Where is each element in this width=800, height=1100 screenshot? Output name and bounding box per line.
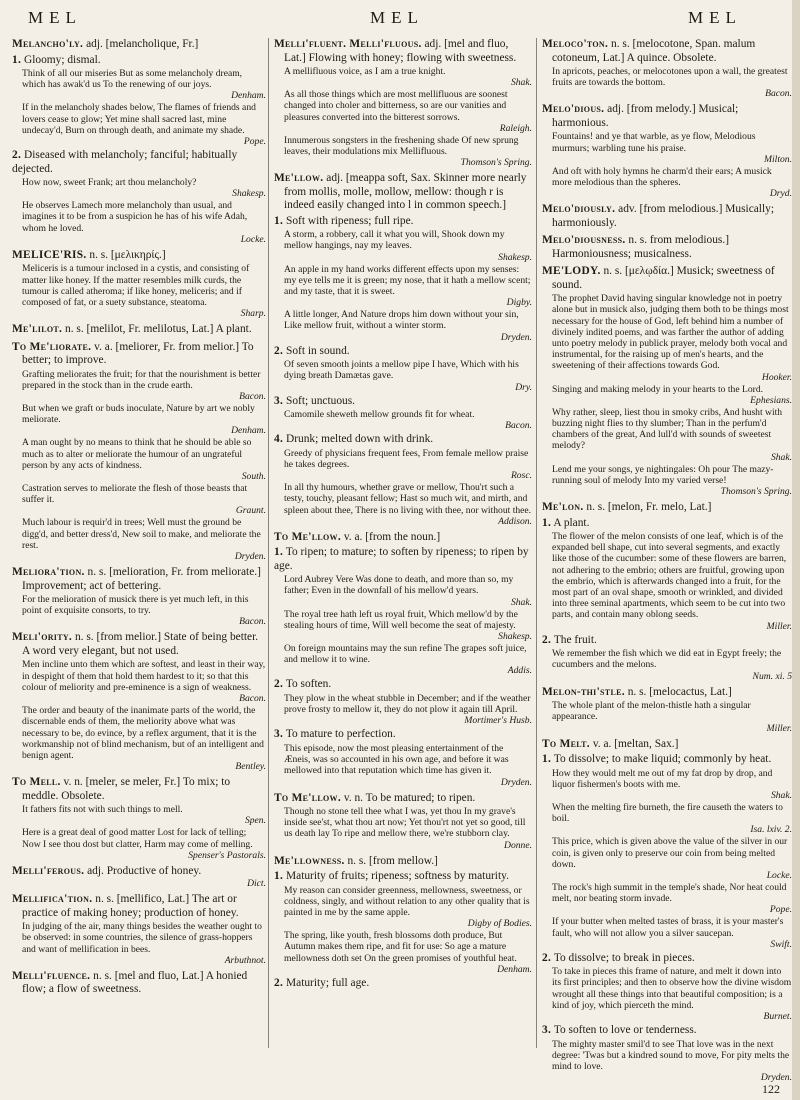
dictionary-entry — [542, 38, 792, 99]
quotation: The prophet David having singular knowledge not in poetry alone but in musick also, judging them both to be things most necessary for the house of God, left behind him a number of divinely indited poems, and was farther the author of adding unto poetry melody in publick prayer, melody both vocal and instrumental, for the raising up of men's hearts, and the sweetening of their affections towards God. — [552, 293, 789, 372]
entry-headword: Melo'diousness. — [542, 234, 626, 247]
dictionary-entry — [274, 792, 532, 851]
entry-headword: Me'llowness. — [274, 854, 345, 867]
entry-gloss: v. a. [meltan, Sax.] — [592, 737, 679, 750]
dictionary-entry — [274, 172, 532, 527]
citation: Locke. — [240, 233, 266, 245]
entry-headword: Melli'fluence. — [12, 969, 91, 982]
entry-gloss: adj. [from melody.] Musical; harmonious. — [552, 103, 739, 129]
entry-headword: To Me'liorate. — [12, 340, 92, 353]
citation: Spen. — [244, 815, 266, 827]
sense-line — [542, 952, 792, 966]
sense-line — [12, 54, 266, 68]
citation: Bacon. — [239, 616, 266, 628]
sense-text: A plant. — [553, 516, 590, 529]
sense-number: 1. — [274, 546, 284, 559]
citation: Dryden. — [500, 331, 532, 343]
sense-text: Gloomy; dismal. — [24, 53, 101, 66]
header-middle: MEL — [370, 8, 424, 27]
entry-definition — [12, 323, 266, 337]
quotation: The flower of the melon consists of one leaf, which is of the expanded bell shape, cut into several segments, and exactly like those of the cucumber: some of these flowers are barren, not adhering to the embrio; others are fruitful, growing upon the embrio, which is afterwards changed into a fruit, for the most part of an oval shape, smooth or wrinkled, and divided into three seminal apartments, which seem to be cut into two parts, and contain many oblong seeds. — [552, 531, 787, 621]
quotation: To take in pieces this frame of nature, and melt it down into its first principles; and then to observe how the divine wisdom wrought all these things into that beautiful composition; is a kind of joy, which pierceth the mind. — [552, 966, 792, 1011]
entry-headword: ME'LODY. — [542, 265, 601, 278]
quotation: The rock's high summit in the temple's shade, Nor heat could melt, nor beating storm invade. — [552, 881, 787, 905]
citation: Shak. — [770, 451, 792, 463]
entry-headword: Meli'ority. — [12, 631, 73, 644]
sense-line — [274, 870, 532, 884]
sense-line — [12, 149, 266, 176]
dictionary-entry — [12, 38, 266, 245]
quotation: Lend me your songs, ye nightingales: Oh pour The mazy-running soul of melody Into my varied verse! — [552, 463, 774, 486]
sense-number: 3. — [274, 394, 284, 407]
citation: Digby. — [506, 297, 532, 309]
page-edge — [792, 0, 800, 1100]
column-right — [542, 38, 792, 1084]
dictionary-entry — [12, 865, 266, 890]
citation: Dryden. — [234, 551, 266, 563]
sense-text: To dissolve; to make liquid; commonly by heat. — [553, 753, 772, 765]
dictionary-entry — [542, 686, 792, 734]
quotation: On foreign mountains may the sun refine The grapes soft juice, and mellow it to wine. — [284, 643, 527, 666]
citation: Mortimer's Husb. — [464, 715, 532, 727]
dictionary-entry — [12, 323, 266, 337]
dictionary-entry — [542, 203, 792, 230]
column-middle — [274, 38, 532, 1068]
entry-gloss: v. a. [meliorer, Fr. from melior.] To better; to improve. — [22, 340, 254, 367]
quotation: Though no stone tell thee what I was, yet thou In my grave's inside see'st, what thou art now; Yet thou'rt not yet so good, till us death lay To ripe and mellow there, we're stubborn clay. — [284, 806, 526, 840]
citation: Bacon. — [239, 391, 266, 403]
citation: Dryden. — [760, 1072, 792, 1084]
entry-headword: Meloco'ton. — [542, 38, 609, 50]
sense-number: 3. — [274, 728, 284, 741]
citation: Spenser's Pastorals. — [188, 849, 266, 861]
citation: Graunt. — [235, 505, 266, 517]
entry-definition — [274, 172, 532, 213]
sense-text: To dissolve; to break in pieces. — [553, 951, 695, 964]
entry-definition — [274, 792, 532, 806]
entry-headword: To Mell. — [12, 776, 61, 789]
sense-number: 1. — [542, 516, 552, 529]
citation: Miller. — [766, 620, 792, 632]
citation: Bacon. — [765, 88, 792, 100]
entry-definition — [542, 234, 792, 261]
sense-number: 2. — [542, 633, 552, 646]
citation: Rosc. — [510, 470, 532, 482]
citation: Swift. — [770, 938, 792, 950]
sense-line — [274, 395, 532, 409]
quotation: We remember the fish which we did eat in Egypt freely; the cucumbers and the melons. — [552, 648, 782, 671]
dictionary-entry — [542, 738, 792, 1084]
quotation: For the melioration of musick there is yet much left, in this point of exquisite consorts, to try. — [22, 594, 249, 617]
sense-text: The fruit. — [553, 633, 597, 646]
quotation: A man ought by no means to think that he should be able so much as to alter or meliorate the humour of an ungrateful person by any acts of kindness. — [22, 437, 252, 471]
entry-gloss: n. s. [mellifico, Lat.] The art or practice of making honey; production of honey. — [22, 893, 239, 919]
column-left — [12, 38, 266, 1068]
quotation: Think of all our miseries But as some melancholy dream, which has awak'd us To the renewing of our joys. — [22, 68, 243, 91]
sense-number: 1. — [274, 870, 284, 883]
entry-definition — [274, 531, 532, 545]
entry-headword: Meliora'tion. — [12, 566, 85, 579]
entry-definition — [12, 249, 266, 263]
header-right: MEL — [688, 8, 742, 27]
citation: Dry. — [515, 381, 532, 393]
entry-definition — [12, 38, 266, 52]
dictionary-entry — [542, 234, 792, 261]
entry-gloss: adj. [meappa soft, Sax. Skinner more nearly from mollis, molle, mollow, mellow: though r is indeed easily changed into l in common speech.] — [284, 172, 527, 212]
sense-text: To soften. — [285, 678, 332, 691]
citation: Digby of Bodies. — [467, 918, 532, 930]
entry-gloss: adj. Productive of honey. — [87, 864, 202, 877]
running-header — [0, 8, 800, 30]
quotation: The mighty master smil'd to see That love was in the next degree: 'Twas but a kindred sound to move, For pity melts the mind to love. — [552, 1038, 790, 1072]
entry-definition — [542, 738, 792, 752]
entry-definition — [274, 855, 532, 869]
dictionary-entry — [274, 531, 532, 788]
quotation: In apricots, peaches, or melocotones upon a wall, the greatest fruits are towards the bottom. — [552, 66, 788, 89]
entry-headword: Melon-thi'stle. — [542, 685, 625, 698]
sense-line — [274, 728, 532, 742]
quotation: The whole plant of the melon-thistle hath a singular appearance. — [552, 700, 751, 723]
entry-gloss: n. s. [melocactus, Lat.] — [627, 685, 732, 698]
sense-text: Drunk; melted down with drink. — [286, 433, 434, 446]
entry-gloss: n. s. [from mellow.] — [347, 854, 438, 867]
page-number: 122 — [762, 1082, 780, 1096]
quotation: The royal tree hath left us royal fruit, Which mellow'd by the stealing hours of time, Will well become the seat of majesty. — [284, 608, 518, 631]
citation: South. — [241, 471, 266, 483]
dictionary-entry — [542, 501, 792, 682]
sense-line — [274, 433, 532, 447]
entry-definition — [12, 631, 266, 658]
citation: Bacon. — [505, 420, 532, 432]
entry-headword: MELICE'RIS. — [12, 248, 87, 261]
citation: Milton. — [764, 153, 792, 165]
sense-number: 3. — [542, 1024, 552, 1037]
quotation: How now, sweet Frank; art thou melancholy? — [22, 177, 197, 189]
quotation: As all those things which are most mellifluous are soonest changed into choler and bitterness, so are our vanities and pleasures converted into the bitterest sorrows. — [284, 89, 508, 123]
citation: Shak. — [510, 596, 532, 608]
citation: Denham. — [231, 90, 266, 102]
citation: Arbuthnot. — [224, 954, 266, 966]
dictionary-entry — [12, 776, 266, 861]
dictionary-entry — [274, 855, 532, 991]
dictionary-entry — [12, 341, 266, 562]
citation: Denham. — [231, 425, 266, 437]
quotation: A storm, a robbery, call it what you will, Shook down my mellow hangings, nay my leaves. — [284, 229, 505, 252]
citation: Shak. — [510, 77, 532, 89]
citation: Shak. — [770, 789, 792, 801]
citation: Sharp. — [240, 308, 266, 320]
quotation: And oft with holy hymns he charm'd their ears; A musick more melodious than the spheres. — [552, 165, 772, 189]
citation: Bentley. — [235, 761, 266, 773]
quotation: Why rather, sleep, liest thou in smoky cribs, And husht with buzzing night flies to thy slumber; Than in the perfum'd chambers of the great, And lull'd with sounds of sweetest melody? — [552, 406, 783, 452]
citation: Shakesp. — [232, 188, 266, 200]
sense-number: 1. — [542, 753, 552, 765]
citation: Shakesp. — [498, 251, 532, 263]
entry-definition — [274, 38, 532, 65]
sense-line — [542, 634, 792, 648]
sense-text: Soft in sound. — [286, 344, 350, 357]
citation: Addison. — [498, 515, 532, 527]
sense-line — [542, 1024, 792, 1038]
entry-headword: To Me'llow. — [274, 530, 341, 543]
quotation: Lord Aubrey Vere Was done to death, and more than so, my father; Even in the downfall of his mellow'd years. — [284, 574, 514, 597]
entry-gloss: adj. [melancholique, Fr.] — [86, 38, 199, 50]
sense-text: Soft with ripeness; full ripe. — [286, 214, 414, 227]
column-divider — [268, 38, 269, 1048]
entry-gloss: v. n. [meler, se meler, Fr.] To mix; to meddle. Obsolete. — [22, 776, 231, 802]
citation: Miller. — [766, 722, 792, 734]
citation: Num. xi. 5 — [752, 670, 792, 682]
citation: Pope. — [243, 136, 266, 148]
entry-headword: To Melt. — [542, 737, 590, 750]
sense-number: 2. — [542, 951, 552, 964]
entry-headword: Mellifica'tion. — [12, 893, 93, 906]
citation: Dryd. — [769, 188, 792, 200]
entry-gloss: n. s. [melon, Fr. melo, Lat.] — [586, 501, 712, 514]
entry-gloss: n. s. [melocotone, Span. malum cotoneum, Lat.] A quince. Obsolete. — [552, 38, 756, 64]
entry-headword: To Me'llow. — [274, 791, 341, 804]
sense-number: 2. — [274, 344, 284, 357]
entry-headword: Melli'fluent. Melli'fluous. — [274, 38, 422, 50]
sense-number: 2. — [274, 678, 284, 691]
sense-line — [274, 678, 532, 692]
quotation: But when we graft or buds inoculate, Nature by art we nobly meliorate. — [22, 403, 255, 426]
entry-headword: Melli'ferous. — [12, 864, 85, 877]
citation: Bacon. — [239, 693, 266, 705]
sense-number: 4. — [274, 433, 284, 446]
sense-text: To soften to love or tenderness. — [553, 1024, 697, 1037]
entry-gloss: adv. [from melodious.] Musically; harmoniously. — [552, 203, 774, 229]
entry-headword: Me'lilot. — [12, 323, 63, 336]
sense-text: To ripen; to mature; to soften by ripeness; to ripen by age. — [274, 546, 529, 572]
dictionary-entry — [542, 103, 792, 199]
dictionary-entry — [274, 38, 532, 168]
sense-text: To mature to perfection. — [285, 728, 396, 741]
sense-number: 2. — [274, 976, 284, 989]
entry-gloss: adj. [mel and fluo, Lat.] Flowing with honey; flowing with sweetness. — [284, 38, 517, 64]
dictionary-entry — [12, 970, 266, 997]
quotation: Here is a great deal of good matter Lost for lack of telling; Now I see thou dost but clatter, Harm may come of melling. — [22, 827, 253, 850]
citation: Isa. lxiv. 2. — [750, 824, 792, 836]
entry-gloss: v. n. To be matured; to ripen. — [343, 791, 476, 804]
entry-definition — [12, 970, 266, 997]
entry-definition — [12, 776, 266, 803]
quotation: A mellifluous voice, as I am a true knight. — [284, 66, 446, 77]
quotation: Innumerous songsters in the freshening shade Of new sprung leaves, their modulations mix Mellifluous. — [284, 134, 519, 158]
entry-gloss: n. s. [μελικηρίς.] — [89, 248, 166, 261]
quotation: Of seven smooth joints a mellow pipe I have, Which with his dying breath Damætas gave. — [284, 359, 519, 382]
citation: Thomson's Spring. — [460, 157, 532, 169]
citation: Shakesp. — [498, 631, 532, 643]
quotation: They plow in the wheat stubble in December; and if the weather prove frosty to mellow it, they do not plow it again till April. — [284, 692, 531, 716]
quotation: Castration serves to meliorate the flesh of those beasts that suffer it. — [22, 483, 248, 506]
quotation: Grafting meliorates the fruit; for that the nourishment is better prepared in the stock than in the crude earth. — [22, 368, 261, 391]
citation: Addis. — [507, 665, 532, 677]
entry-gloss: n. s. [mel and fluo, Lat.] A honied flow; a flow of sweetness. — [22, 969, 248, 996]
entry-headword: Melo'diously. — [542, 203, 616, 216]
quotation: It fathers fits not with such things to mell. — [22, 804, 183, 816]
dictionary-entry — [12, 631, 266, 772]
quotation: Greedy of physicians frequent fees, From female mellow praise he takes degrees. — [284, 447, 529, 470]
entry-gloss: n. s. [μελῳδία.] Musick; sweetness of sound. — [552, 265, 775, 291]
entry-definition — [542, 203, 792, 230]
sense-text: Soft; unctuous. — [286, 394, 355, 407]
entry-gloss: n. s. [from melior.] State of being better. A word very elegant, but not used. — [22, 631, 259, 657]
header-left: MEL — [28, 8, 82, 27]
dictionary-entry — [12, 893, 266, 966]
citation: Thomson's Spring. — [720, 486, 792, 498]
citation: Burnet. — [763, 1011, 792, 1023]
entry-definition — [12, 865, 266, 879]
entry-definition — [542, 501, 792, 515]
sense-text: Maturity; full age. — [286, 976, 370, 989]
entry-headword: Me'llow. — [274, 172, 324, 185]
quotation: In judging of the air, many things besides the weather ought to be observed: in some countries, the silence of grass-hoppers and want of mellification in bees. — [22, 921, 262, 955]
quotation: The spring, like youth, fresh blossoms doth produce, But Autumn makes them ripe, and fit for use: So age a mature mellowness doth set On the green promises of youthful heat. — [284, 930, 517, 964]
entry-gloss: n. s. from melodious.] Harmoniousness; musicalness. — [552, 234, 729, 260]
sense-text: Maturity of fruits; ripeness; softness by maturity. — [286, 870, 509, 883]
entry-definition — [542, 686, 792, 700]
sense-number: 1. — [274, 214, 284, 227]
quotation: My reason can consider greenness, mellowness, sweetness, or coldness, singly, and without relation to any other quality that is painted in me by the same apple. — [284, 884, 530, 919]
sense-line — [274, 345, 532, 359]
quotation: He observes Lamech more melancholy than usual, and imagines it to be from a suspicion he has of his wife Adah, whom he loved. — [22, 200, 248, 234]
quotation: If in the melancholy shades below, The flames of friends and lovers cease to glow; Yet mine shall sacred last, mine undecay'd, Burn on through death, and animate my shade. — [22, 102, 256, 136]
sense-text: Diseased with melancholy; fanciful; habitually dejected. — [12, 149, 238, 175]
citation: Raleigh. — [499, 122, 532, 134]
entry-definition — [542, 265, 792, 292]
quotation: This price, which is given above the value of the silver in our coin, is given only to preserve our coin from being melted down. — [552, 836, 788, 870]
citation: Dryden. — [500, 776, 532, 788]
citation: Dict. — [247, 878, 266, 890]
quotation: When the melting fire burneth, the fire causeth the waters to boil. — [552, 801, 783, 825]
sense-line — [274, 546, 532, 573]
quotation: If your butter when melted tastes of brass, it is your master's fault, who will not allow you a silver saucepan. — [552, 916, 784, 939]
entry-definition — [12, 566, 266, 593]
dictionary-entry — [12, 566, 266, 627]
quotation: The order and beauty of the inanimate parts of the world, the discernable ends of them, the meliority above what was necessary to be, do evince, by a reflex argument, that it is the workmanship not of blind mechanism, but of an intelligent and benign agent. — [22, 705, 264, 761]
sense-line — [274, 977, 532, 991]
quotation: An apple in my hand works different effects upon my senses: my eye tells me it is green; my nose, that it hath a mellow scent; and my taste, that it is sweet. — [284, 263, 531, 298]
sense-line — [542, 753, 792, 767]
entry-headword: Me'lon. — [542, 501, 584, 514]
citation: Denham. — [497, 963, 532, 975]
entry-definition — [12, 341, 266, 368]
citation: Ephesians. — [750, 394, 792, 406]
quotation: How they would melt me out of my fat drop by drop, and liquor fishermen's boots with me. — [552, 767, 773, 790]
quotation: Fountains! and ye that warble, as ye flow, Melodious murmurs; warbling tune his praise. — [552, 131, 756, 154]
entry-headword: Melo'dious. — [542, 103, 605, 116]
quotation: Much labour is requir'd in trees; Well must the ground be digg'd, and better dress'd, New soil to make, and meliorate the rest. — [22, 517, 261, 551]
quotation: This episode, now the most pleasing entertainment of the Æneis, was so accounted in his own age, and before it was mellowed into that reputation which time has given it. — [284, 742, 509, 777]
sense-number: 1. — [12, 53, 22, 66]
quotation: A little longer, And Nature drops him down without your sin, Like mellow fruit, without a winter storm. — [284, 309, 519, 332]
entry-gloss: n. s. [melilot, Fr. melilotus, Lat.] A plant. — [65, 323, 252, 336]
sense-number: 2. — [12, 149, 22, 162]
column-divider — [536, 38, 537, 1048]
citation: Pope. — [769, 904, 792, 916]
dictionary-entry — [12, 249, 266, 319]
citation: Hooker. — [761, 371, 792, 383]
entry-definition — [542, 103, 792, 130]
quotation: Men incline unto them which are softest, and least in their way, in despight of them that hold them hardest to it; so that this colour of meliority and pre-eminence is a sign of weakness. — [22, 659, 266, 693]
citation: Donne. — [504, 839, 532, 851]
quotation: Meliceris is a tumour inclosed in a cystis, and consisting of matter like honey. If the matter resembles milk curds, the tumour is called atheroma; if like honey, meliceris; and if composed of fat, or a suety substance, steatoma. — [22, 263, 250, 308]
quotation: Camomile sheweth mellow grounds fit for wheat. — [284, 409, 475, 421]
entry-headword: Melancho'ly. — [12, 38, 84, 50]
sense-line — [274, 215, 532, 229]
entry-definition — [542, 38, 792, 65]
citation: Locke. — [766, 869, 792, 881]
dictionary-entry — [542, 265, 792, 497]
entry-gloss: n. s. [melioration, Fr. from meliorate.] Improvement; act of bettering. — [22, 566, 261, 592]
sense-line — [542, 517, 792, 531]
quotation: Singing and making melody in your hearts to the Lord. — [552, 383, 764, 395]
entry-gloss: v. a. [from the noun.] — [343, 530, 441, 543]
entry-definition — [12, 893, 266, 920]
quotation: In all thy humours, whether grave or mellow, Thou'rt such a testy, touchy, pleasant fellow; Hast so much wit, and mirth, and spleen about thee, There is no living with thee, nor without thee. — [284, 482, 532, 516]
